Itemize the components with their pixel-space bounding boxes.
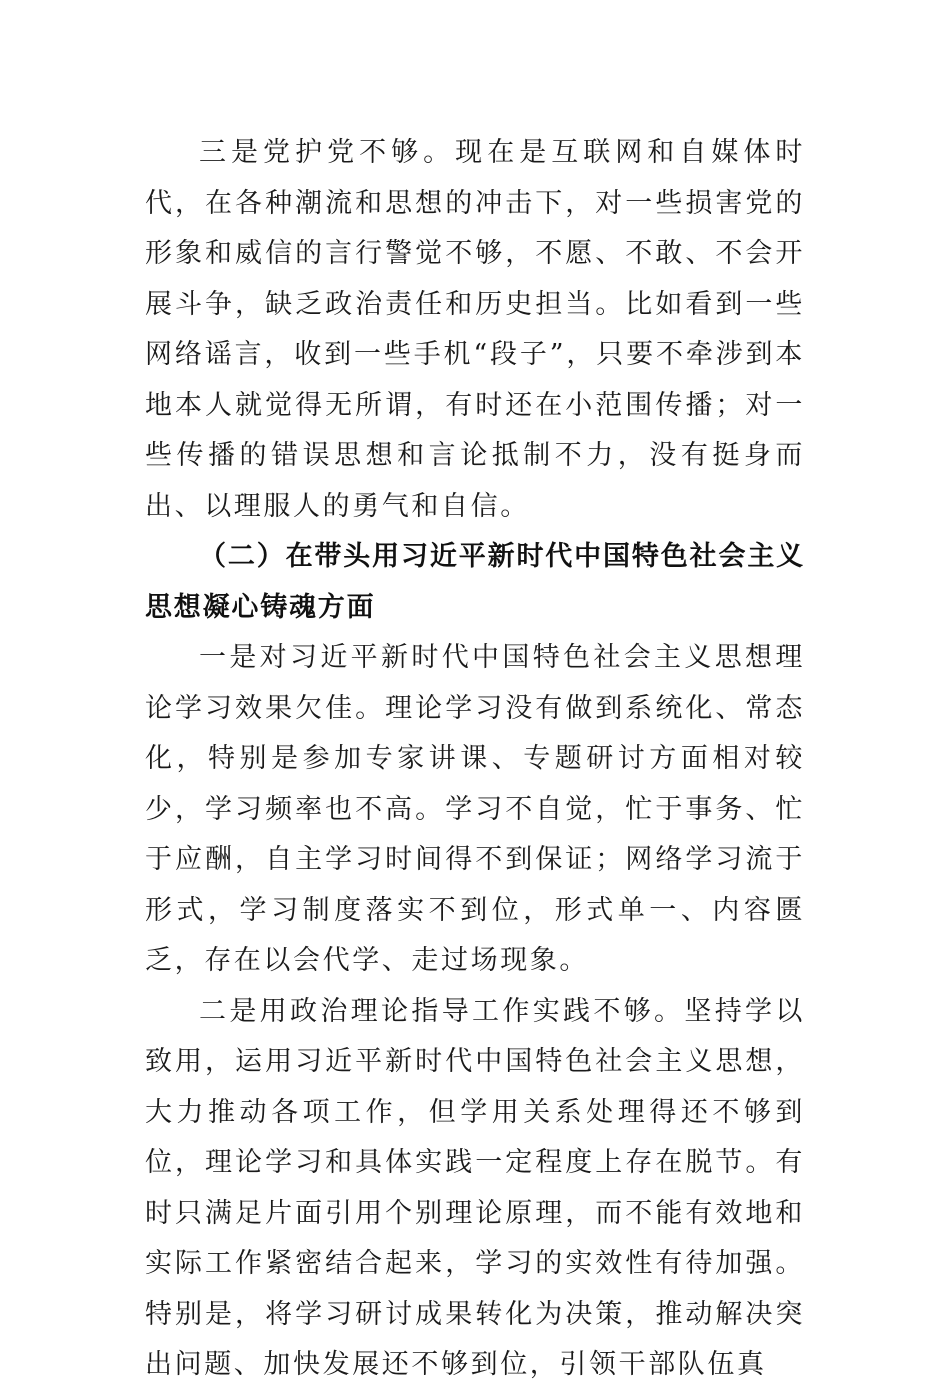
paragraph-theory-study: 一是对习近平新时代中国特色社会主义思想理论学习效果欠佳。理论学习没有做到系统化、常态化，特别是参加专家讲课、专题研讨方面相对较少，学习频率也不高。学习不自觉，忙于事务、忙于应酬，自主学习时间得不到保证；网络学习流于形式，学习制度落实不到位，形式单一、内容匮乏，存在以会代学、走过场现象。 [145,642,805,976]
paragraph-theory-practice: 二是用政治理论指导工作实践不够。坚持学以致用，运用习近平新时代中国特色社会主义思想，大力推动各项工作，但学用关系处理得还不够到位，理论学习和具体实践一定程度上存在脱节。有时只满足片面引用个别理论原理，而不能有效地和实际工作紧密结合起来，学习的实效性有待加强。特别是，将学习研讨成果转化为决策，推动解决突出问题、加快发展还不够到位，引领干部队伍真 [145,995,805,1380]
section-heading-two: （二）在带头用习近平新时代中国特色社会主义思想凝心铸魂方面 [145,541,805,623]
paragraph-party-protection: 三是党护党不够。现在是互联网和自媒体时代，在各种潮流和思想的冲击下，对一些损害党的形象和威信的言行警觉不够，不愿、不敢、不会开展斗争，缺乏政治责任和历史担当。比如看到一些网络谣言，收到一些手机“段子”，只要不牵涉到本地本人就觉得无所谓，有时还在小范围传播；对一些传播的错误思想和言论抵制不力，没有挺身而出、以理服人的勇气和自信。 [145,137,805,522]
document-body [145,128,805,1391]
